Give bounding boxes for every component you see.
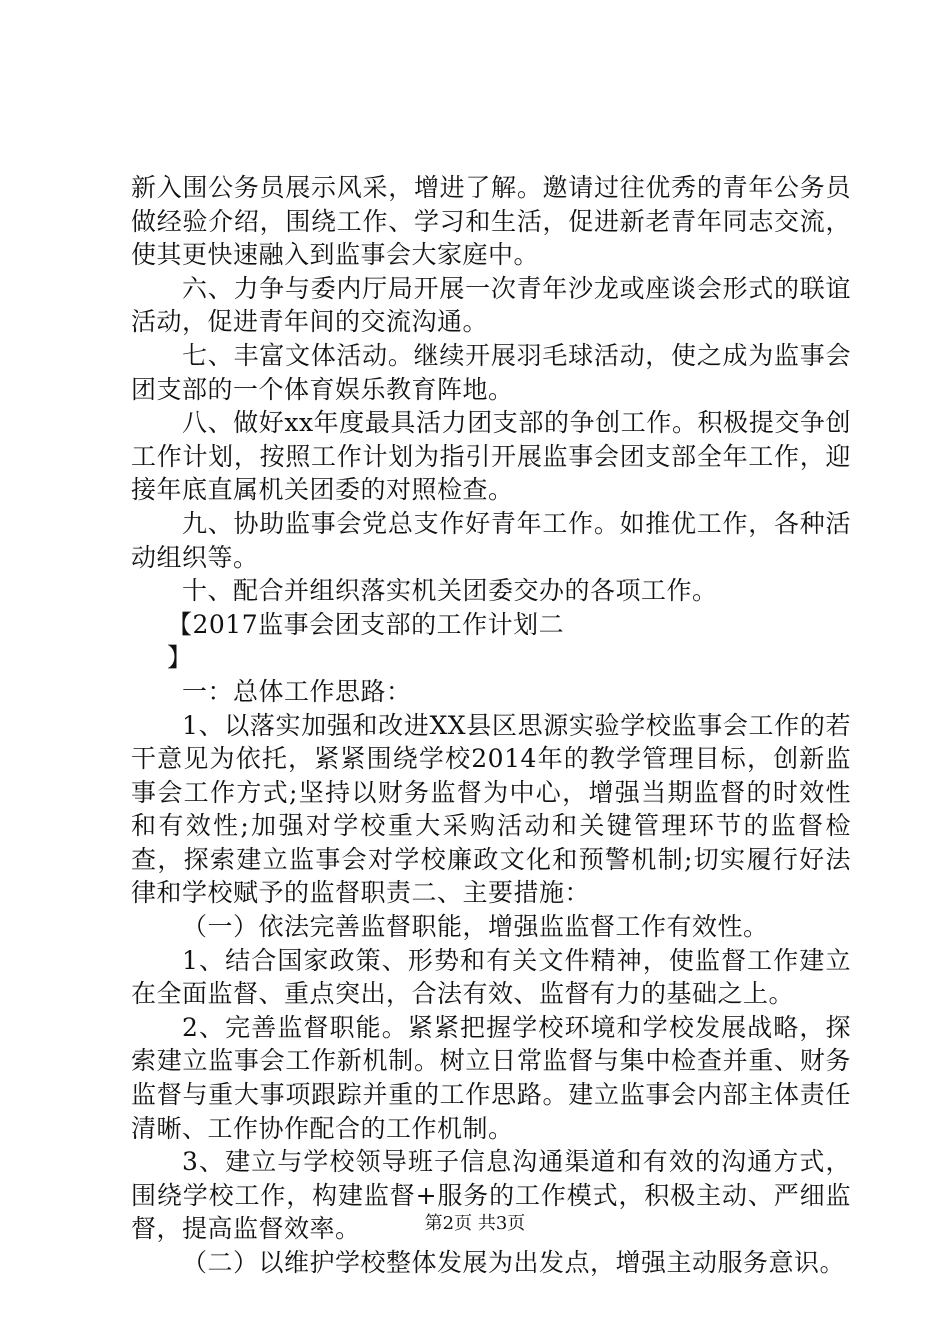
section-heading: 【2017监事会团支部的工作计划二 [167, 609, 565, 639]
document-body [131, 171, 851, 1280]
page-footer [0, 1212, 950, 1236]
paragraph: 九、协助监事会党总支作好青年工作。如推优工作，各种活动组织等。 [131, 508, 851, 572]
paragraph: 新入围公务员展示风采，增进了解。邀请过往优秀的青年公务员做经验介绍，围绕工作、学习和生活，促进新老青年同志交流，使其更快速融入到监事会大家庭中。 [131, 173, 851, 270]
paragraph: 一：总体工作思路： [182, 676, 412, 706]
paragraph: 2、完善监督职能。紧紧把握学校环境和学校发展战略，探索建立监事会工作新机制。树立日常监督与集中检查并重、财务监督与重大事项跟踪并重的工作思路。建立监事会内部主体责任清晰、工作协作配合的工作机制。 [131, 1012, 851, 1143]
page-number: 第2页 共3页 [424, 1213, 526, 1234]
paragraph: 六、力争与委内厅局开展一次青年沙龙或座谈会形式的联谊活动，促进青年间的交流沟通。 [131, 273, 851, 337]
paragraph: 1、以落实加强和改进XX县区思源实验学校监事会工作的若干意见为依托，紧紧围绕学校2014年的教学管理目标，创新监事会工作方式;坚持以财务监督为中心，增强当期监督的时效性和有效性;加强对学校重大采购活动和关键管理环节的监督检查，探索建立监事会对学校廉政文化和预警机制;切实履行好法律和学校赋予的监督职责二、主要措施： [131, 710, 851, 908]
paragraph: （二）以维护学校整体发展为出发点，增强主动服务意识。 [182, 1248, 846, 1277]
section-heading-close: 】 [167, 643, 193, 673]
paragraph: 八、做好xx年度最具活力团支部的争创工作。积极提交争创工作计划，按照工作计划为指引开展监事会团支部全年工作，迎接年底直属机关团委的对照检查。 [131, 408, 851, 505]
paragraph: 十、配合并组织落实机关团委交办的各项工作。 [182, 576, 718, 606]
paragraph: 3、建立与学校领导班子信息沟通渠道和有效的沟通方式，围绕学校工作，构建监督+服务的工作模式，积极主动、严细监督，提高监督效率。 [131, 1147, 851, 1244]
paragraph: 七、丰富文体活动。继续开展羽毛球活动，使之成为监事会团支部的一个体育娱乐教育阵地。 [131, 340, 851, 404]
paragraph: 1、结合国家政策、形势和有关文件精神，使监督工作建立在全面监督、重点突出，合法有效、监督有力的基础之上。 [131, 945, 851, 1009]
paragraph: （一）依法完善监督职能，增强监监督工作有效性。 [182, 912, 769, 942]
